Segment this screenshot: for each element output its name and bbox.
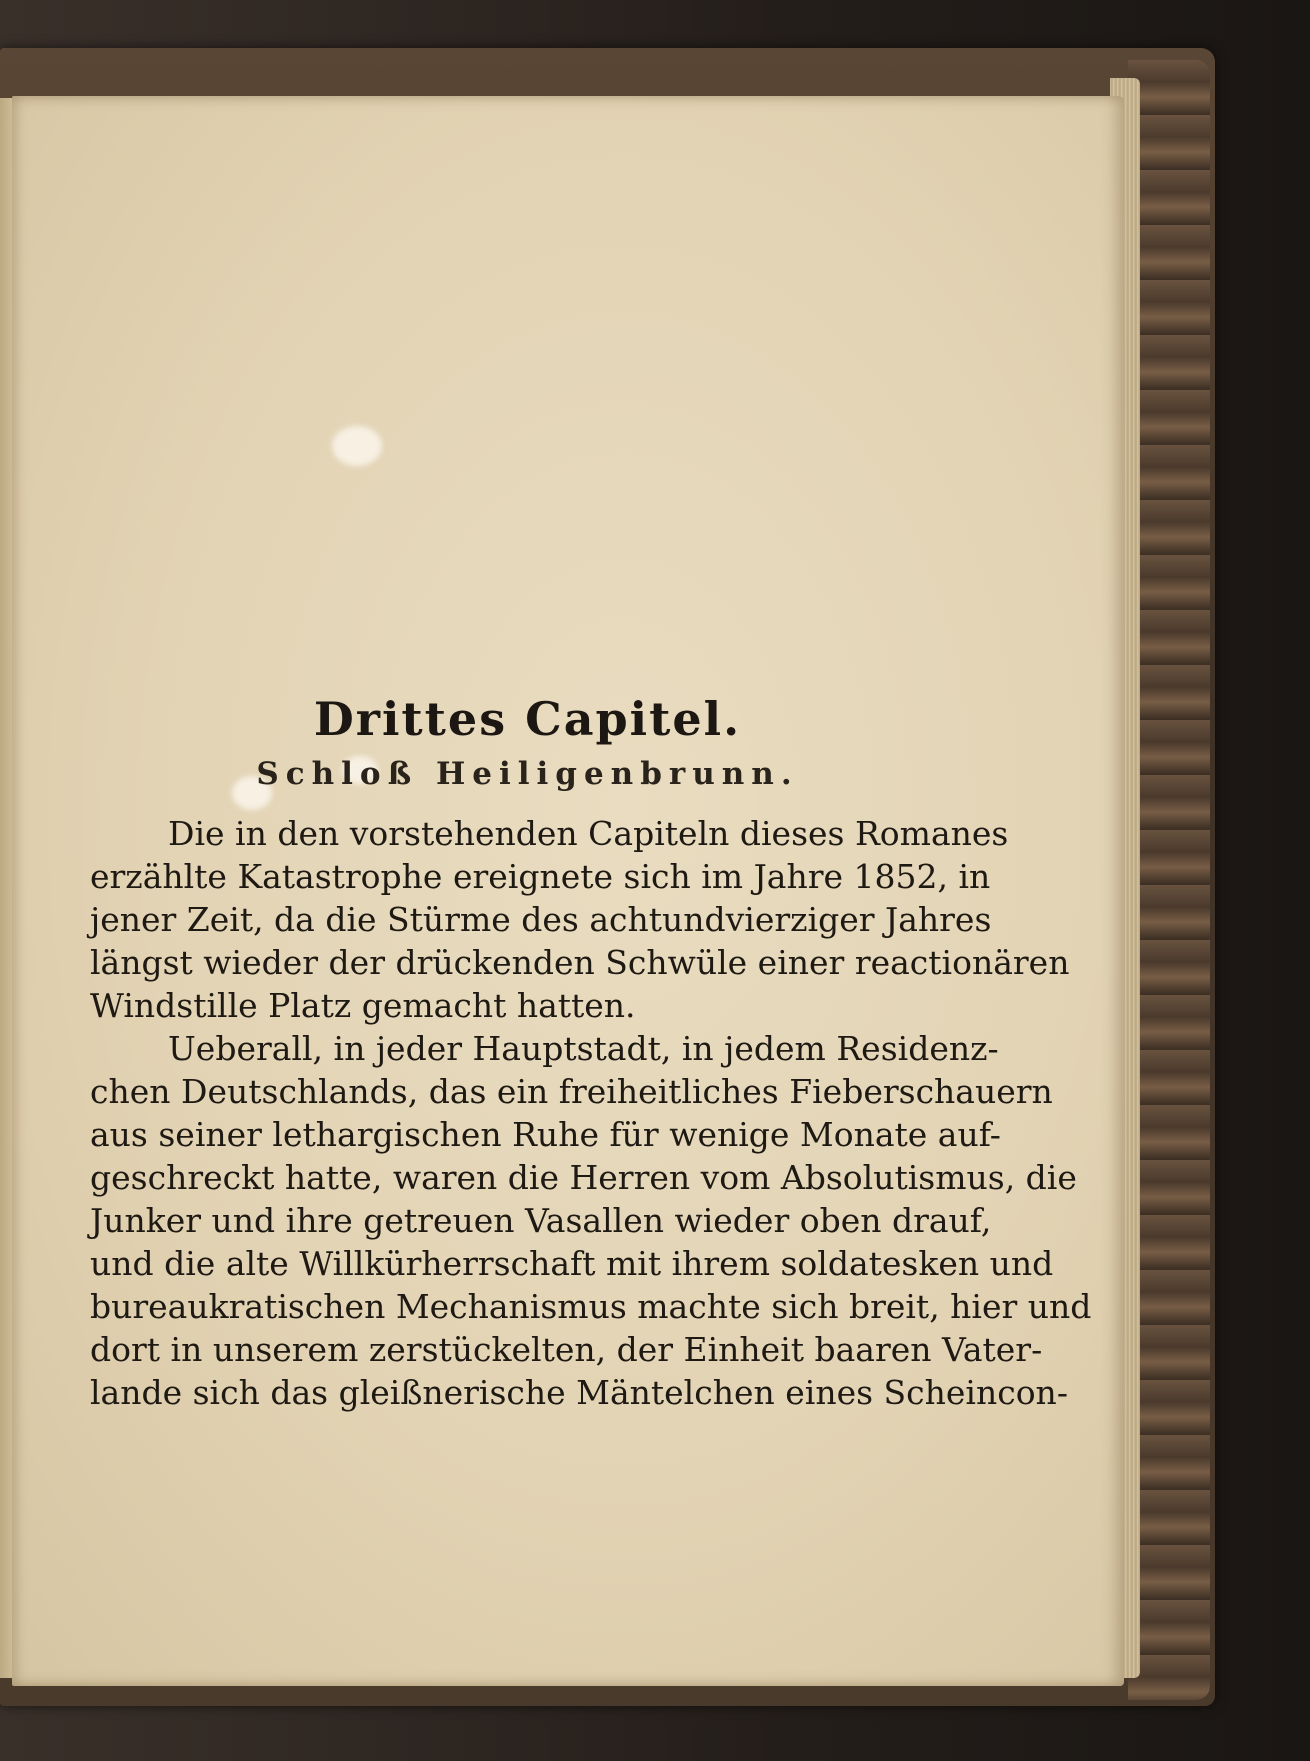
text-line: geschreckt hatte, waren die Herren vom Absolutismus, die: [90, 1158, 1077, 1197]
text-line: dort in unserem zerstückelten, der Einheit baaren Vater-: [90, 1330, 1043, 1369]
text-line: jener Zeit, da die Stürme des achtundvierziger Jahres: [90, 900, 992, 939]
text-line: längst wieder der drückenden Schwüle einer reactionären: [90, 943, 1070, 982]
text-line: aus seiner lethargischen Ruhe für wenige Monate auf-: [90, 1115, 1001, 1154]
body-text: [90, 812, 1092, 1414]
book-spine: [1128, 60, 1210, 1700]
text-line: Junker und ihre getreuen Vasallen wieder oben drauf,: [90, 1201, 992, 1240]
text-line: und die alte Willkürherrschaft mit ihrem soldatesken und: [90, 1244, 1054, 1283]
text-line: erzählte Katastrophe ereignete sich im Jahre 1852, in: [90, 857, 991, 896]
text-line: Windstille Platz gemacht hatten.: [90, 986, 636, 1025]
paper-stain: [332, 426, 382, 466]
text-line: Ueberall, in jeder Hauptstadt, in jedem Residenz-: [168, 1029, 999, 1068]
text-line: bureaukratischen Mechanismus machte sich breit, hier und: [90, 1287, 1092, 1326]
chapter-title: Drittes Capitel.: [313, 692, 742, 746]
chapter-subtitle: Schloß Heiligenbrunn.: [256, 756, 799, 792]
text-line: Die in den vorstehenden Capiteln dieses Romanes: [168, 814, 1009, 853]
text-line: chen Deutschlands, das ein freiheitliches Fieberschauern: [90, 1072, 1053, 1111]
text-line: lande sich das gleißnerische Mäntelchen eines Scheincon-: [90, 1373, 1068, 1412]
